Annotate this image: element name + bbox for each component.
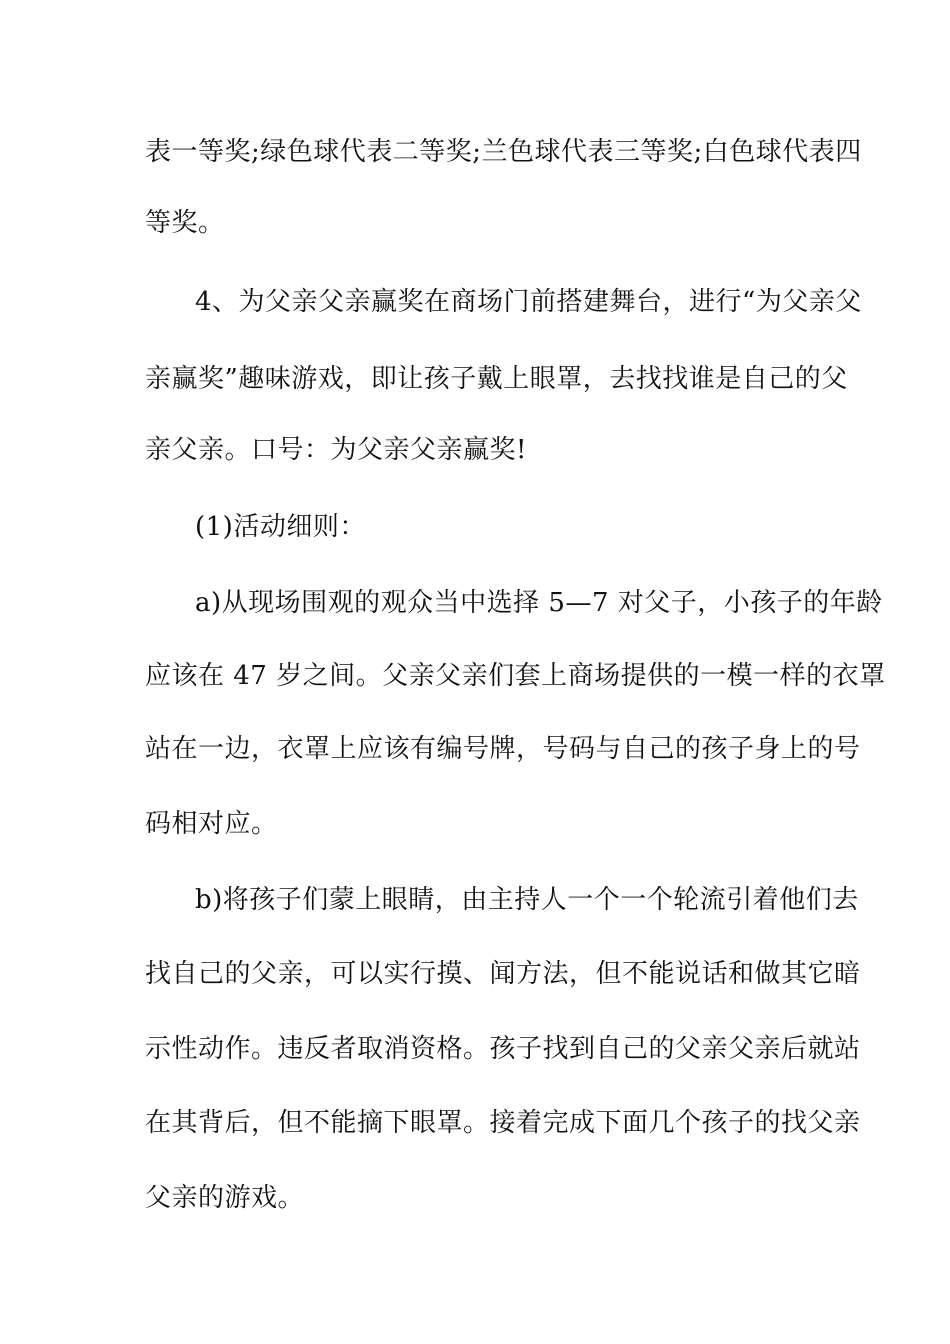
section-heading: (1)活动细则： [195,512,366,542]
paragraph-first-line: 4、为父亲父亲赢奖在商场门前搭建舞台，进行“为父亲父 [195,287,862,317]
text-line: 示性动作。违反者取消资格。孩子找到自己的父亲父亲后就站 [145,1034,861,1064]
text-line: 码相对应。 [145,809,278,839]
text-line: 等奖。 [145,208,225,238]
paragraph-first-line: a)从现场围观的观众当中选择 5—7 对父子，小孩子的年龄 [195,588,883,618]
text-line: 亲赢奖”趣味游戏，即让孩子戴上眼罩，去找找谁是自己的父 [145,364,848,394]
text-line: 在其背后，但不能摘下眼罩。接着完成下面几个孩子的找父亲 [145,1108,861,1138]
paragraph-first-line: b)将孩子们蒙上眼睛，由主持人一个一个轮流引着他们去 [195,885,859,915]
text-line: 表一等奖;绿色球代表二等奖;兰色球代表三等奖;白色球代表四 [145,137,862,167]
text-line: 父亲的游戏。 [145,1183,305,1213]
text-line: 亲父亲。口号：为父亲父亲赢奖! [145,435,527,465]
text-line: 应该在 47 岁之间。父亲父亲们套上商场提供的一模一样的衣罩 [145,661,886,691]
text-line: 找自己的父亲，可以实行摸、闻方法，但不能说话和做其它暗 [145,959,861,989]
text-line: 站在一边，衣罩上应该有编号牌，号码与自己的孩子身上的号 [145,734,861,764]
